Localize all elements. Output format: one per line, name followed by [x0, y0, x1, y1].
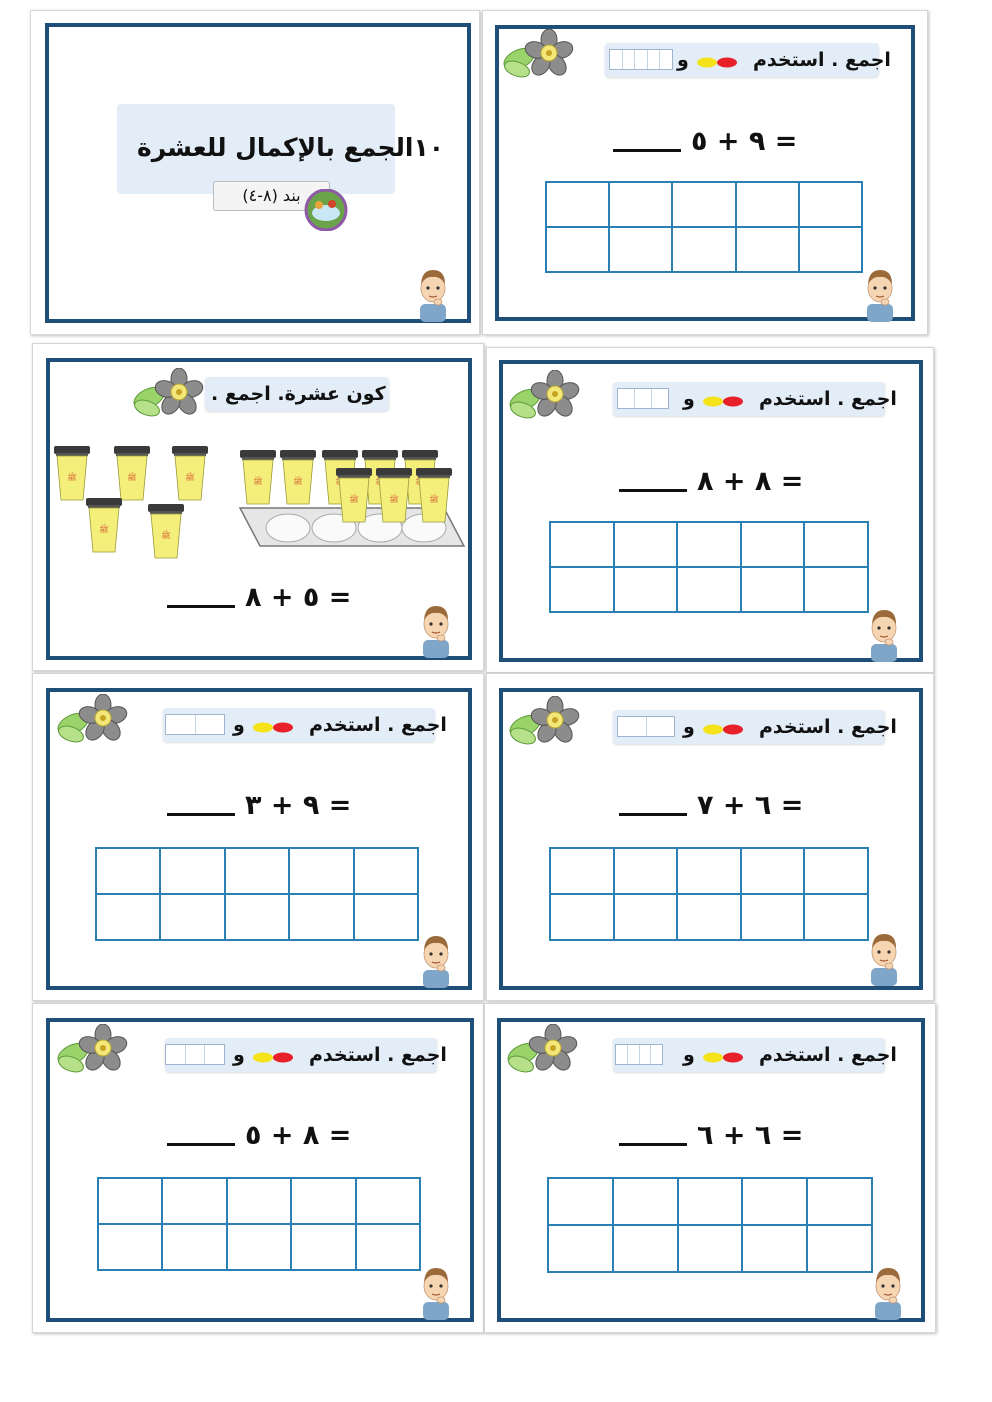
- equation: [619, 466, 803, 497]
- coffee-cup-icon: [113, 446, 151, 502]
- ten-frame: [95, 847, 419, 941]
- equation: [167, 790, 351, 821]
- equation-text: ٥ + ٨ =: [245, 582, 352, 613]
- equation-text: ٩ + ٣ =: [245, 790, 352, 821]
- red-yellow-counters-icon: [699, 1052, 747, 1063]
- equation: [619, 790, 803, 821]
- answer-blank[interactable]: [167, 605, 235, 608]
- coffee-cup-icon: [279, 450, 317, 506]
- flower-leaf-icon: [501, 29, 577, 81]
- coffee-cup-icon: [335, 468, 373, 524]
- equation-text: ٨ + ٥ =: [245, 1120, 352, 1151]
- flower-leaf-icon: [55, 694, 131, 746]
- instruction-text: اجمع . استخدم: [309, 714, 447, 736]
- flower-leaf-icon: [507, 370, 583, 422]
- problem-card-6: [484, 1003, 936, 1333]
- problem-card-4: [486, 673, 934, 1001]
- flower-leaf-icon: [131, 368, 207, 420]
- equation: [167, 1120, 351, 1151]
- instruction-text: كون عشرة. اجمع .: [211, 383, 386, 405]
- thinking-boy-icon: [863, 266, 897, 322]
- lesson-badge-icon: [304, 189, 348, 231]
- coffee-cup-icon: [147, 504, 185, 560]
- band-label: بند (٨-٤): [213, 181, 330, 211]
- problem-card-5: [32, 1003, 484, 1333]
- answer-blank[interactable]: [167, 813, 235, 816]
- answer-blank[interactable]: [619, 813, 687, 816]
- instruction-text: اجمع . استخدم: [759, 1044, 897, 1066]
- ten-frame-mini-icon: [617, 388, 669, 409]
- ten-frame: [549, 847, 869, 941]
- ten-frame: [547, 1177, 873, 1273]
- equation: [613, 126, 797, 157]
- ten-frame-mini-icon: [609, 49, 673, 70]
- equation-text: ٩ + ٥ =: [691, 126, 798, 157]
- ten-frame: [97, 1177, 421, 1271]
- red-yellow-counters-icon: [699, 396, 747, 407]
- problem-card-1: [482, 10, 928, 335]
- red-yellow-counters-icon: [249, 1052, 297, 1063]
- and-text: و: [683, 388, 695, 410]
- answer-blank[interactable]: [613, 149, 681, 152]
- red-yellow-counters-icon: [249, 722, 297, 733]
- instruction-text: اجمع . استخدم: [759, 388, 897, 410]
- equation-text: ٨ + ٨ =: [697, 466, 804, 497]
- thinking-boy-icon: [419, 602, 453, 658]
- ten-frame: [549, 521, 869, 613]
- ten-frame-mini-icon: [615, 1044, 663, 1065]
- equation: [167, 582, 351, 613]
- coffee-cup-icon: [415, 468, 453, 524]
- coffee-cup-icon: [85, 498, 123, 554]
- problem-card-3: [32, 673, 484, 1001]
- answer-blank[interactable]: [619, 489, 687, 492]
- flower-leaf-icon: [55, 1024, 131, 1076]
- coffee-cup-icon: [171, 446, 209, 502]
- equation-text: ٦ + ٧ =: [697, 790, 804, 821]
- coffee-cup-icon: [53, 446, 91, 502]
- coffee-cup-icon: [375, 468, 413, 524]
- ten-frame-mini-icon: [165, 1044, 225, 1065]
- thinking-boy-icon: [867, 930, 901, 986]
- answer-blank[interactable]: [619, 1143, 687, 1146]
- page-title: ١٠الجمع بالإكمال للعشرة: [137, 133, 444, 162]
- and-text: و: [233, 1044, 245, 1066]
- thinking-boy-icon: [871, 1264, 905, 1320]
- instruction-text: اجمع . استخدم: [753, 49, 891, 71]
- and-text: و: [683, 1044, 695, 1066]
- make-ten-card: [32, 343, 484, 671]
- red-yellow-counters-icon: [693, 57, 741, 68]
- equation: [619, 1120, 803, 1151]
- thinking-boy-icon: [416, 266, 450, 322]
- problem-card-2: [486, 347, 934, 673]
- thinking-boy-icon: [867, 606, 901, 662]
- flower-leaf-icon: [507, 696, 583, 748]
- and-text: و: [683, 716, 695, 738]
- thinking-boy-icon: [419, 932, 453, 988]
- instruction-text: اجمع . استخدم: [759, 716, 897, 738]
- answer-blank[interactable]: [167, 1143, 235, 1146]
- ten-frame-mini-icon: [617, 716, 675, 737]
- equation-text: ٦ + ٦ =: [697, 1120, 804, 1151]
- ten-frame: [545, 181, 863, 273]
- thinking-boy-icon: [419, 1264, 453, 1320]
- flower-leaf-icon: [505, 1024, 581, 1076]
- red-yellow-counters-icon: [699, 724, 747, 735]
- title-card: [30, 10, 480, 335]
- and-text: و: [677, 49, 689, 71]
- coffee-cup-icon: [239, 450, 277, 506]
- instruction-text: اجمع . استخدم: [309, 1044, 447, 1066]
- ten-frame-mini-icon: [165, 714, 225, 735]
- and-text: و: [233, 714, 245, 736]
